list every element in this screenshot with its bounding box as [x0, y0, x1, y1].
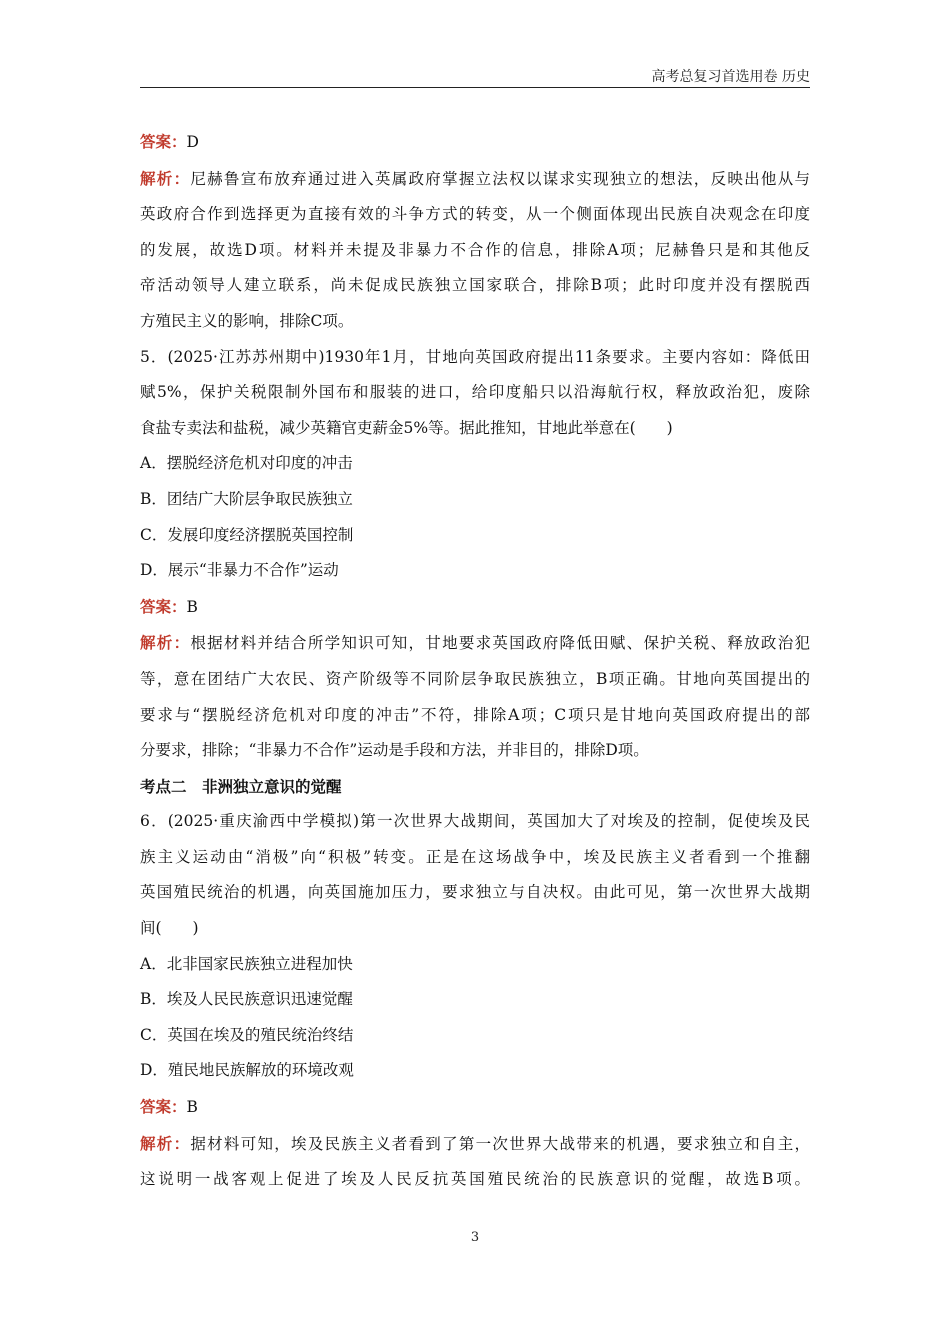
q6-stem-line: 间( )	[140, 919, 199, 938]
q6-analysis-line	[140, 1126, 810, 1163]
q5-stem-line: 食盐专卖法和盐税，减少英籍官吏薪金5%等。据此推知，甘地此举意在( )	[140, 418, 673, 437]
q6-stem-line: 6．(2025·重庆渝西中学模拟)第一次世界大战期间，英国加大了对埃及的控制，促使埃及民	[140, 812, 810, 831]
answer-label: 答案：	[140, 1097, 187, 1117]
q4-analysis-line: 帝活动领导人建立联系，尚未促成民族独立国家联合，排除B项；此时印度并没有摆脱西	[140, 276, 810, 295]
q4-analysis-line: 英政府合作到选择更为直接有效的斗争方式的转变，从一个侧面体现出民族自决观念在印度	[140, 205, 810, 224]
q6-option-c: C．英国在埃及的殖民统治终结	[140, 1025, 354, 1044]
q5-answer-line	[140, 589, 810, 626]
q5-option-a: A．摆脱经济危机对印度的冲击	[140, 454, 353, 473]
q5-option-d: D．展示“非暴力不合作”运动	[140, 561, 339, 580]
q5-analysis-line: 要求与“摆脱经济危机对印度的冲击”不符，排除A项；C项只是甘地向英国政府提出的部	[140, 705, 810, 724]
q6-option-d: D．殖民地民族解放的环境改观	[140, 1061, 354, 1080]
q6-answer-line	[140, 1089, 810, 1126]
q4-answer-line	[140, 124, 810, 161]
q5-option-b: B．团结广大阶层争取民族独立	[140, 489, 353, 508]
analysis-label: 解析：	[140, 633, 191, 653]
page-number: 3	[470, 1230, 480, 1245]
analysis-text: 根据材料并结合所学知识可知，甘地要求英国政府降低田赋、保护关税、释放政治犯	[190, 634, 810, 653]
q4-analysis-line: 方殖民主义的影响，排除C项。	[140, 311, 354, 330]
q6-stem-line: 英国殖民统治的机遇，向英国施加压力，要求独立与自决权。由此可见，第一次世界大战期	[140, 883, 810, 902]
answer-value: B	[186, 1098, 198, 1117]
q6-option-a: A．北非国家民族独立进程加快	[140, 954, 353, 973]
header-rule	[140, 87, 810, 88]
q5-stem-line: 5．(2025·江苏苏州期中)1930年1月，甘地向英国政府提出11条要求。主要内容如：降低田	[140, 347, 810, 366]
q5-analysis-line: 等，意在团结广大农民、资产阶级等不同阶层争取民族独立，B项正确。甘地向英国提出的	[140, 669, 810, 688]
page-content	[140, 124, 810, 1198]
q4-analysis-line	[140, 161, 810, 198]
analysis-label: 解析：	[140, 1133, 191, 1153]
q4-analysis-line: 的发展，故选D项。材料并未提及非暴力不合作的信息，排除A项；尼赫鲁只是和其他反	[140, 240, 810, 259]
page-header: 高考总复习首选用卷 历史	[651, 69, 810, 85]
section-heading: 考点二 非洲独立意识的觉醒	[140, 776, 342, 796]
answer-value: D	[186, 133, 199, 151]
analysis-text: 尼赫鲁宣布放弃通过进入英属政府掌握立法权以谋求实现独立的想法，反映出他从与	[190, 169, 810, 188]
answer-label: 答案：	[140, 132, 187, 151]
analysis-label: 解析：	[140, 168, 191, 188]
answer-value: B	[186, 597, 198, 616]
q6-option-b: B．埃及人民民族意识迅速觉醒	[140, 990, 353, 1009]
q5-analysis-line: 分要求，排除；“非暴力不合作”运动是手段和方法，并非目的，排除D项。	[140, 741, 649, 760]
q5-stem-line: 赋5%，保护关税限制外国布和服装的进口，给印度船只以沿海航行权，释放政治犯，废除	[140, 383, 810, 402]
answer-label: 答案：	[140, 596, 187, 616]
q5-analysis-line	[140, 625, 810, 662]
q6-analysis-line: 这说明一战客观上促进了埃及人民反抗英国殖民统治的民族意识的觉醒，故选B项。	[140, 1170, 810, 1189]
q6-stem-line: 族主义运动由“消极”向“积极”转变。正是在这场战争中，埃及民族主义者看到一个推翻	[140, 847, 810, 866]
analysis-text: 据材料可知，埃及民族主义者看到了第一次世界大战带来的机遇，要求独立和自主，	[190, 1134, 810, 1153]
q5-option-c: C．发展印度经济摆脱英国控制	[140, 525, 354, 544]
